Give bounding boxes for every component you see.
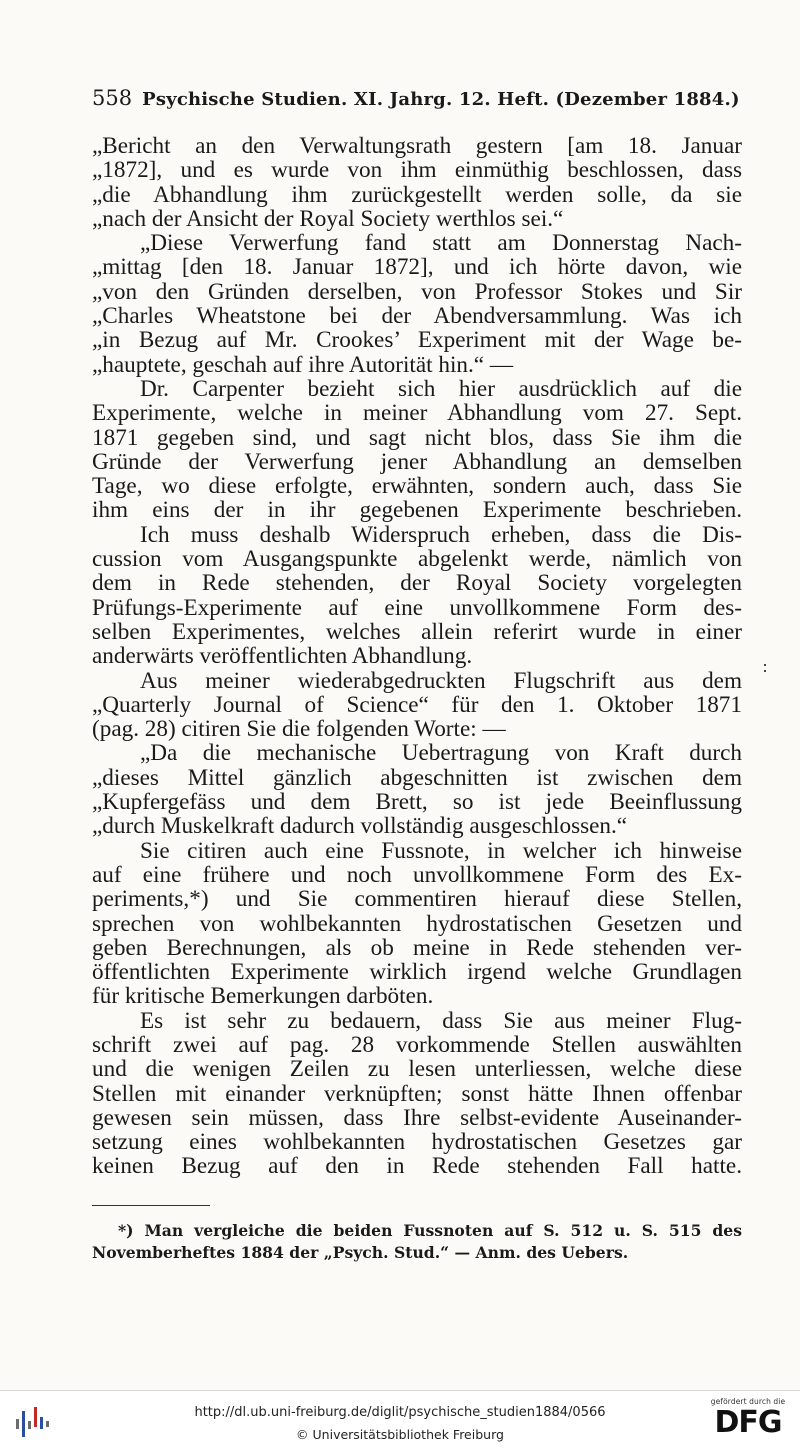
body-text [92,134,742,1179]
text-line: „die Abhandlung ihm zurückgestellt werden solle, da sie [92,181,742,208]
text-line: setzung eines wohlbekannten hydrostatischen Gesetzes gar [92,1129,742,1156]
text-line: „nach der Ansicht der Royal Society werthlos sei.“ [92,205,564,232]
text-line: „dieses Mittel gänzlich abgeschnitten ist zwischen dem [92,764,742,791]
text-line: Es ist sehr zu bedauern, dass Sie aus meiner Flug- [140,1007,742,1034]
text-line: Prüfungs-Experimente auf eine unvollkommene Form des- [92,594,742,621]
text-line: „in Bezug auf Mr. Crookes’ Experiment mit der Wage be- [92,327,742,354]
text-line: Gründe der Verwerfung jener Abhandlung an demselben [92,448,742,475]
text-line: „von den Gründen derselben, von Professor Stokes und Sir [92,278,742,305]
text-line: cussion vom Ausgangspunkte abgelenkt werde, nämlich von [92,546,742,573]
source-url-link[interactable]: http://dl.ub.uni-freiburg.de/diglit/psychische_studien1884/0566 [194,1405,606,1420]
text-line: „Da die mechanische Uebertragung von Kraft durch [140,740,742,767]
scan-speck [764,664,767,674]
text-line: Ich muss deshalb Widerspruch erheben, dass die Dis- [140,521,742,548]
footnote-line: *) Man vergleiche die beiden Fussnoten auf S. 512 u. S. 515 des [118,1221,742,1240]
dfg-tagline: gefördert durch die [710,1397,786,1406]
text-line: keinen Bezug auf den in Rede stehenden Fall hatte. [92,1153,742,1180]
footnote [92,1220,742,1264]
text-line: „hauptete, geschah auf ihre Autorität hin.“ — [92,351,514,378]
text-line: „Quarterly Journal of Science“ für den 1. Oktober 1871 [92,691,742,718]
text-line: Aus meiner wiederabgedruckten Flugschrift aus dem [140,667,742,694]
text-line: „Kupfergefäss und dem Brett, so ist jede Beeinflussung [92,789,742,816]
text-line: gewesen sein müssen, dass Ihre selbst-evidente Auseinander- [92,1104,742,1131]
text-line: für kritische Bemerkungen darböten. [92,983,434,1010]
text-line: anderwärts veröffentlichten Abhandlung. [92,643,473,670]
text-line: periments,*) und Sie commentiren hierauf diese Stellen, [92,886,742,913]
text-line: öffentlichten Experimente wirklich irgend welche Grundlagen [92,959,742,986]
dfg-logo [706,1397,790,1447]
text-line: „Charles Wheatstone bei der Abendversammlung. Was ich [92,303,742,330]
footnote-divider [92,1205,210,1206]
text-line: ihm eins der in ihr gegebenen Experimente beschrieben. [92,497,742,524]
footnote-line: Novemberheftes 1884 der „Psych. Stud.“ — Anm. des Uebers. [92,1243,629,1262]
text-line: auf eine frühere und noch unvollkommene Form des Ex- [92,861,742,888]
footer-bar [0,1390,800,1452]
text-line: Sie citiren auch eine Fussnote, in welcher ich hinweise [140,837,742,864]
text-line: dem in Rede stehenden, der Royal Society vorgelegten [92,570,742,597]
text-line: Dr. Carpenter bezieht sich hier ausdrücklich auf die [140,375,742,402]
text-line: „mittag [den 18. Januar 1872], und ich hörte davon, wie [92,254,742,281]
text-line: und die wenigen Zeilen zu lesen unterliessen, welche diese [92,1056,742,1083]
text-line: „durch Muskelkraft dadurch vollständig ausgeschlossen.“ [92,813,628,840]
text-line: (pag. 28) citiren Sie die folgenden Worte: — [92,716,506,743]
copyright-notice: © Universitätsbibliothek Freiburg [296,1427,504,1442]
text-line: „1872], und es wurde von ihm einmüthig beschlossen, dass [92,157,742,184]
text-line: Tage, wo diese erfolgte, erwähnten, sondern auch, dass Sie [92,473,742,500]
dfg-logo-text: DFG [714,1405,782,1440]
running-header [92,86,742,114]
text-line: „Diese Verwerfung fand statt am Donnerstag Nach- [140,230,742,257]
page-number: 558 [92,86,133,110]
text-line: selben Experimentes, welches allein referirt wurde in einer [92,618,742,645]
text-line: Experimente, welche in meiner Abhandlung vom 27. Sept. [92,400,742,427]
text-line: schrift zwei auf pag. 28 vorkommende Stellen auswählten [92,1031,742,1058]
text-line: Stellen mit einander verknüpften; sonst hätte Ihnen offenbar [92,1080,742,1107]
text-line: 1871 gegeben sind, und sagt nicht blos, dass Sie ihm die [92,424,742,451]
text-line: sprechen von wohlbekannten hydrostatischen Gesetzen und [92,910,742,937]
text-line: geben Berechnungen, als ob meine in Rede stehenden ver- [92,934,742,961]
text-line: „Bericht an den Verwaltungsrath gestern [am 18. Januar [92,133,742,159]
running-title: Psychische Studien. XI. Jahrg. 12. Heft. (Dezember 1884.) [142,89,740,110]
